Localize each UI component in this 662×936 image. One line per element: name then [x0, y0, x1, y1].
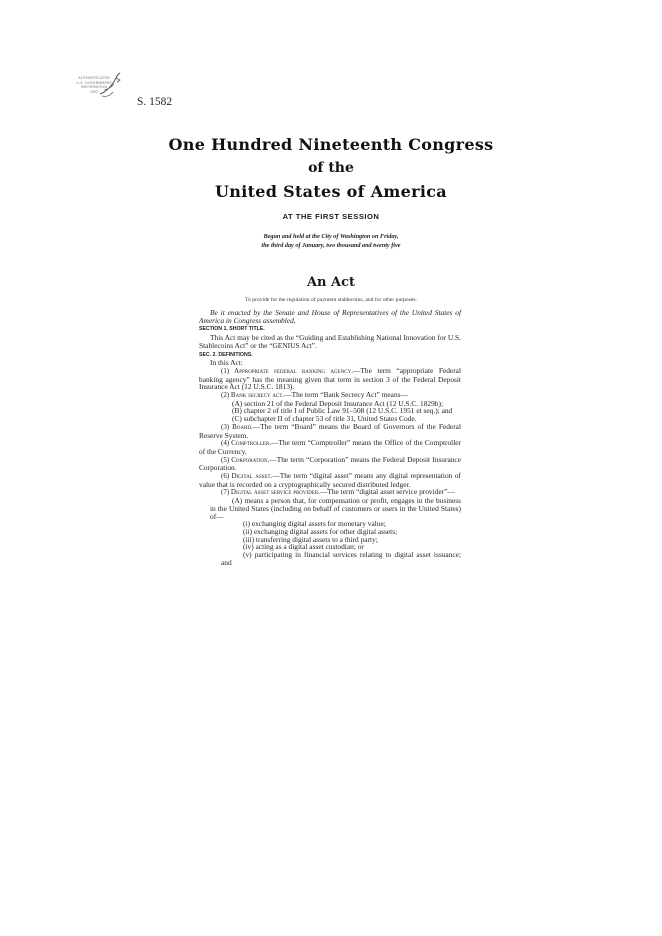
enacting-clause: Be it enacted by the Senate and House of Representatives of the United States of America in Congress assembled, — [199, 308, 461, 325]
begun-line-1: Begun and held at the City of Washington on Friday, — [263, 233, 399, 240]
bill-number: S. 1582 — [137, 96, 173, 108]
definition-7-a-i: (i) exchanging digital assets for monetary value; — [243, 519, 386, 529]
definition-2-a: (A) section 21 of the Federal Deposit Insurance Act (12 U.S.C. 1829b); — [232, 398, 443, 408]
act-title: An Act — [306, 275, 356, 290]
definition-7-a: (A) means a person that, for compensation or profit, engages in the business in the United States (including on behalf of customers or users in the United States) of— — [210, 496, 461, 521]
congress-title: One Hundred Nineteenth Congress — [168, 135, 494, 154]
congress-of-the: of the — [308, 160, 354, 176]
definition-4-term: (4) Comptroller. — [221, 439, 271, 448]
definition-7-term: (7) Digital asset service provider. — [221, 488, 320, 497]
definition-5-text: —The term “Corporation” means the Federal Deposit Insurance Corporation. — [199, 454, 461, 473]
definition-4 — [199, 439, 461, 455]
definition-5 — [199, 456, 461, 472]
definition-1 — [199, 367, 461, 391]
section-2-intro: In this Act: — [210, 358, 243, 368]
definition-2-term: (2) Bank secrecy act. — [221, 391, 285, 400]
united-states-title: United States of America — [215, 182, 447, 201]
definition-1-term: (1) Appropriate federal banking agency. — [221, 366, 354, 375]
definition-5-term: (5) Corporation. — [221, 455, 270, 464]
definition-1-text: —The term “appropriate Federal banking agency” has the meaning given that term in section 3 of the Federal Deposit Insurance Act (12 U.S.C. 1813). — [199, 365, 462, 392]
bill-body — [199, 309, 461, 567]
definition-2-c: (C) subchapter II of chapter 53 of title 31, United States Code. — [232, 414, 417, 424]
definition-7-a-v: (v) participating in financial services relating to digital asset issuance; and — [221, 550, 461, 567]
definition-4-text: —The term “Comptroller” means the Office of the Comptroller of the Currency. — [199, 438, 462, 456]
definition-3-text: —The term “Board” means the Board of Governors of the Federal Reserve System. — [199, 421, 462, 440]
session-heading: AT THE FIRST SESSION — [282, 212, 380, 221]
definition-7-a-iv: (iv) acting as a digital asset custodian; or — [243, 542, 364, 552]
begun-statement — [0, 232, 662, 251]
definition-2-text: —The term “Bank Secrecy Act” means— — [284, 390, 408, 400]
gpo-authentication-seal — [66, 74, 136, 108]
definition-6-term: (6) Digital asset. — [221, 472, 273, 481]
seal-text: AUTHENTICATED U.S. GOVERNMENT INFORMATION GPO — [76, 76, 112, 94]
definition-7-a-iii: (iii) transferring digital assets to a third party; — [243, 534, 378, 544]
definition-7-a-ii: (ii) exchanging digital assets for other digital assets; — [243, 526, 398, 536]
definition-2-b: (B) chapter 2 of title I of Public Law 91–508 (12 U.S.C. 1951 et seq.); and — [232, 406, 453, 416]
definition-6 — [199, 472, 461, 488]
definition-3-term: (3) Board. — [221, 422, 253, 431]
act-purpose: To provide for the regulation of payment stablecoins, and for other purposes. — [245, 297, 417, 303]
section-1-heading: SECTION 1. SHORT TITLE. — [199, 326, 265, 333]
begun-line-2: the third day of January, two thousand and twenty five — [261, 242, 401, 250]
section-1-text: This Act may be cited as the “Guiding and Establishing National Innovation for U.S. Stablecoins Act” or the “GENIUS Act”. — [199, 333, 461, 350]
definition-7-text: —The term “digital asset service provider”— — [319, 487, 455, 497]
definition-3 — [199, 423, 461, 439]
section-2-heading: SEC. 2. DEFINITIONS. — [199, 351, 253, 358]
definition-6-text: —The term “digital asset” means any digital representation of value that is recorded on a cryptographically secured distributed ledger. — [199, 471, 461, 489]
eagle-seal-icon — [96, 70, 122, 100]
